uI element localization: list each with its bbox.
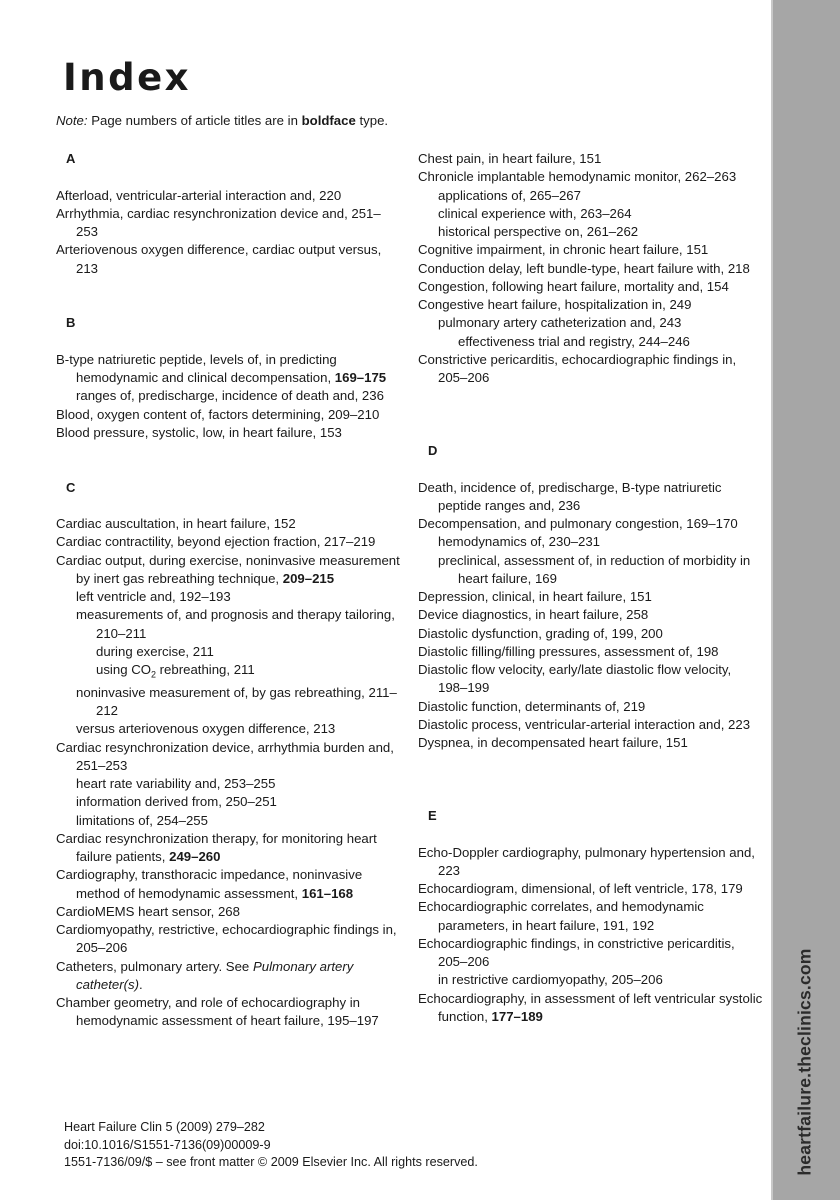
- journal-url: heartfailure.theclinics.com: [794, 948, 815, 1176]
- index-subentry: left ventricle and, 192–193: [76, 589, 231, 604]
- index-entry: Cardiac contractility, beyond ejection fraction, 217–219: [56, 534, 376, 550]
- index-subentry: effectiveness trial and registry, 244–246: [458, 333, 690, 349]
- section-letter-d: D: [428, 443, 438, 458]
- index-entry: Diastolic filling/filling pressures, assessment of, 198: [418, 643, 719, 659]
- index-entry: Cardiography, transthoracic impedance, noninvasive method of hemodynamic assessment, 161–168: [56, 867, 363, 901]
- index-entry: Echocardiographic correlates, and hemodynamic parameters, in heart failure, 191, 192: [418, 899, 704, 933]
- index-entry: Blood pressure, systolic, low, in heart failure, 153: [56, 424, 342, 440]
- index-entry: Cardiomyopathy, restrictive, echocardiographic findings in, 205–206: [56, 922, 397, 956]
- index-entry: Congestive heart failure, hospitalization in, 249: [418, 297, 692, 312]
- index-column-left: [56, 150, 401, 1031]
- index-entry: Diastolic dysfunction, grading of, 199, 200: [418, 625, 663, 641]
- index-entry: Cardiac output, during exercise, noninvasive measurement by inert gas rebreathing technique, 209–215: [56, 552, 400, 586]
- note-text-2: type.: [355, 113, 389, 128]
- index-entry: Cognitive impairment, in chronic heart failure, 151: [418, 242, 709, 258]
- section-letter-e: E: [428, 808, 437, 823]
- footer-copyright: 1551-7136/09/$ – see front matter © 2009 Elsevier Inc. All rights reserved.: [64, 1155, 478, 1169]
- note-text-1: Page numbers of article titles are in: [87, 113, 302, 128]
- index-subentry: ranges of, predischarge, incidence of death and, 236: [76, 388, 384, 404]
- section-letter-b: B: [66, 315, 76, 331]
- page-title: Index: [63, 56, 192, 99]
- index-entry: Chest pain, in heart failure, 151: [418, 151, 602, 166]
- index-column-right: [418, 150, 763, 1026]
- section-spacer: [418, 752, 763, 807]
- index-subentry: during exercise, 211: [96, 643, 214, 659]
- index-entry: Diastolic process, ventricular-arterial interaction and, 223: [418, 716, 751, 732]
- index-entry: Death, incidence of, predischarge, B-type natriuretic peptide ranges and, 236: [418, 479, 722, 513]
- index-entry: Blood, oxygen content of, factors determining, 209–210: [56, 406, 380, 422]
- index-subentry: noninvasive measurement of, by gas rebreathing, 211–212: [76, 684, 397, 719]
- index-note: [56, 112, 388, 129]
- index-entry: Afterload, ventricular-arterial interaction and, 220: [56, 187, 342, 203]
- index-subentry: pulmonary artery catheterization and, 243: [438, 315, 682, 331]
- index-entry: Conduction delay, left bundle-type, heart failure with, 218: [418, 260, 750, 276]
- index-entry: B-type natriuretic peptide, levels of, in predicting hemodynamic and clinical decompensation, 169–175: [56, 351, 387, 385]
- index-entry: Arrhythmia, cardiac resynchronization device and, 251–253: [56, 205, 381, 239]
- index-subentry: hemodynamics of, 230–231: [438, 534, 601, 550]
- note-bold: boldface: [301, 113, 356, 128]
- section-spacer: [56, 497, 401, 515]
- index-subentry: information derived from, 250–251: [76, 794, 277, 810]
- note-prefix: Note:: [56, 113, 88, 128]
- index-entry: Dyspnea, in decompensated heart failure, 151: [418, 735, 688, 750]
- citation-footer: [64, 1119, 478, 1172]
- section-letter-c: C: [66, 479, 76, 495]
- index-entry: Cardiac auscultation, in heart failure, 152: [56, 516, 296, 531]
- index-entry: Echo-Doppler cardiography, pulmonary hypertension and, 223: [418, 844, 755, 878]
- index-subentry: heart rate variability and, 253–255: [76, 776, 276, 792]
- index-entry: Echocardiographic findings, in constrictive pericarditis, 205–206: [418, 935, 735, 969]
- footer-doi: doi:10.1016/S1551-7136(09)00009-9: [64, 1137, 271, 1152]
- section-spacer: [418, 387, 763, 442]
- index-subentry: using $CO_2$ rebreathing, 211: [96, 662, 255, 680]
- index-entry: Cardiac resynchronization therapy, for monitoring heart failure patients, 249–260: [56, 830, 377, 865]
- index-subentry: limitations of, 254–255: [76, 812, 208, 828]
- index-entry: Chamber geometry, and role of echocardiography in hemodynamic assessment of heart failure, 195–197: [56, 995, 379, 1029]
- index-subentry: clinical experience with, 263–264: [438, 205, 632, 221]
- index-subentry: preclinical, assessment of, in reduction of morbidity in heart failure, 169: [438, 552, 751, 586]
- index-subentry: measurements of, and prognosis and therapy tailoring, 210–211: [76, 607, 395, 641]
- index-entry: Congestion, following heart failure, mortality and, 154: [418, 278, 729, 294]
- index-entry: Chronicle implantable hemodynamic monitor, 262–263: [418, 169, 737, 185]
- section-spacer: [418, 460, 763, 478]
- footer-journal: Heart Failure Clin 5 (2009) 279–282: [64, 1120, 265, 1134]
- index-entry: Diastolic function, determinants of, 219: [418, 698, 646, 714]
- index-entry: Catheters, pulmonary artery. See Pulmonary artery catheter(s).: [56, 958, 354, 992]
- section-spacer: [56, 278, 401, 315]
- section-spacer: [418, 825, 763, 843]
- index-entry: Diastolic flow velocity, early/late diastolic flow velocity, 198–199: [418, 662, 732, 696]
- section-spacer: [56, 442, 401, 479]
- index-subentry: historical perspective on, 261–262: [438, 224, 639, 239]
- section-letter-a: A: [66, 151, 76, 166]
- index-subentry: versus arteriovenous oxygen difference, 213: [76, 721, 336, 737]
- index-entry: Arteriovenous oxygen difference, cardiac output versus, 213: [56, 242, 382, 276]
- index-entry: Depression, clinical, in heart failure, 151: [418, 589, 652, 604]
- index-entry: Decompensation, and pulmonary congestion, 169–170: [418, 516, 738, 531]
- index-entry: Echocardiogram, dimensional, of left ventricle, 178, 179: [418, 881, 743, 896]
- index-subentry: applications of, 265–267: [438, 187, 581, 203]
- index-entry: CardioMEMS heart sensor, 268: [56, 903, 240, 919]
- index-entry: Constrictive pericarditis, echocardiographic findings in, 205–206: [418, 351, 737, 385]
- section-spacer: [56, 333, 401, 351]
- index-entry: Device diagnostics, in heart failure, 258: [418, 607, 649, 623]
- section-spacer: [56, 168, 401, 186]
- index-entry: Cardiac resynchronization device, arrhythmia burden and, 251–253: [56, 739, 394, 773]
- index-subentry: in restrictive cardiomyopathy, 205–206: [438, 972, 663, 988]
- index-entry: Echocardiography, in assessment of left ventricular systolic function, 177–189: [418, 990, 763, 1024]
